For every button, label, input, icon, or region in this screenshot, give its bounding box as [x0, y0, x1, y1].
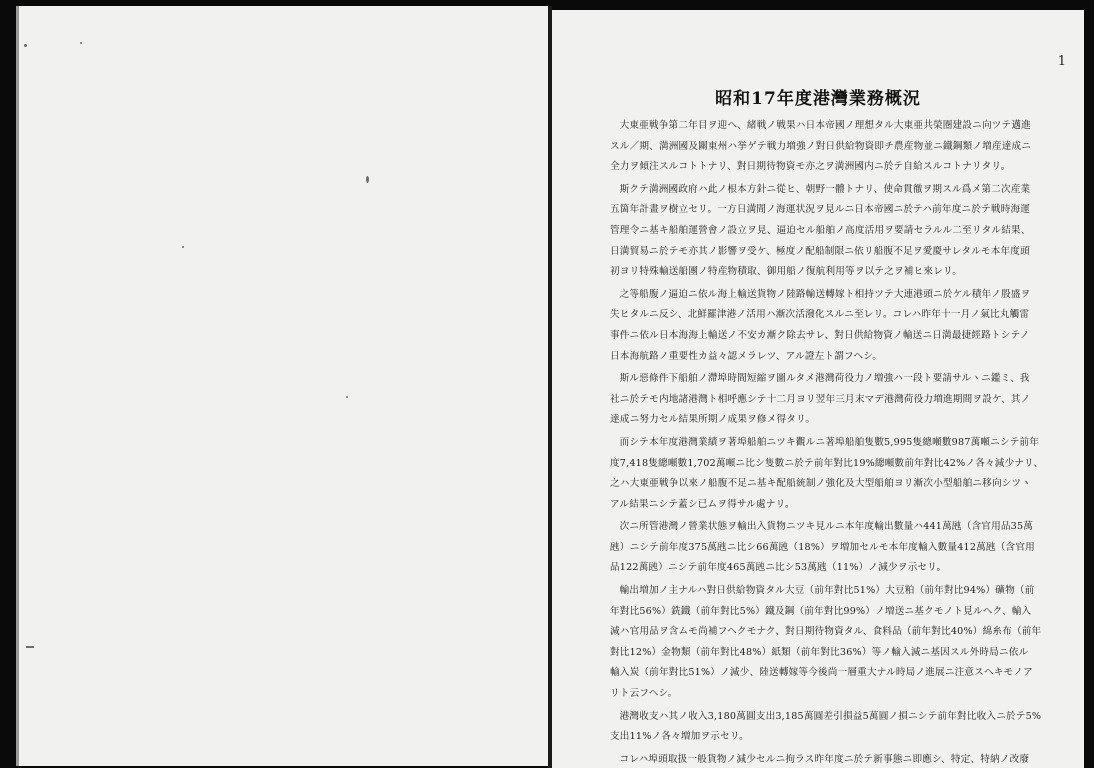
text-line: 初ヨリ特殊輸送船團ノ特産物積取、御用船ノ復航利用等ヲ以テ之ヲ補ヒ來レリ。 [610, 266, 963, 278]
paragraph-8 [610, 707, 1066, 748]
paragraph-7 [610, 581, 1066, 705]
text-line: 年對比56%）銑鐵（前年對比5%）鐵及鋼（前年對比99%）ノ増送ニ基クモノト見ルヘク、輸入 [610, 605, 1032, 617]
text-line: 瓲）ニシテ前年度375萬瓲ニ比シ66萬瓲（18%）ヲ増加セルモ本年度輸入數量412萬瓲（含官用 [610, 541, 1035, 553]
text-line: 斯クテ満洲國政府ハ此ノ根本方針ニ從ヒ、朝野一體トナリ、使命貫徹ヲ期スル爲メ第二次産業 [619, 183, 1031, 195]
text-line: 日本海航路ノ重要性カ益々認メラレツ、アル證左ト謂フヘシ。 [610, 350, 883, 362]
text-line: 社ニ於テモ内地諸港灣ト相呼應シテ十二月ヨリ翌年三月末マデ港灣荷役力増進期間ヲ設ケ、其ノ [610, 393, 1031, 405]
text-line: 事件ニ依ル日本海海上輸送ノ不安カ漸ク除去サレ、對日供給物資ノ輸送ニ日満最捷經路トシテノ [610, 329, 1030, 341]
paragraph-6 [610, 517, 1066, 579]
scan-speck [80, 42, 82, 44]
page-number: 1 [1057, 54, 1066, 69]
text-line: アル結果ニシテ蓋シ已ムヲ得サル處ナリ。 [610, 498, 795, 510]
text-line: 輸入炭（前年對比51%）ノ減少、陸送轉嫁等今後尚一層重大ナル時局ノ進展ニ注意スヘキモノア [610, 667, 1033, 679]
scan-speck [24, 44, 27, 47]
text-line: 大東亜戦争第二年目ヲ迎ヘ、緒戦ノ戦果ハ日本帝國ノ理想タル大東亜共榮圏建設ニ向ツテ邁進 [619, 120, 1031, 131]
text-line: 之ハ大東亜戦争以來ノ船腹不足ニ基キ配船統制ノ強化及大型船舶ヨリ漸次小型船舶ニ移向シツヽ [610, 478, 1032, 490]
text-line: 失ヒタルニ反シ、北鮮羅津港ノ活用ハ漸次活潑化スルニ至レリ。コレハ昨年十一月ノ氣比丸觸雷 [610, 309, 1030, 321]
text-line: 次ニ所管港灣ノ營業状態ヲ輸出入貨物ニツキ見ルニ本年度輸出數量ハ441萬瓲（含官用品35萬 [619, 521, 1034, 533]
left-blank-page [16, 6, 548, 766]
text-line: 輸出増加ノ主ナルハ對日供給物資タル大豆（前年對比51%）大豆粕（前年對比94%）礦物（前 [619, 585, 1035, 597]
body-text [610, 116, 1066, 768]
text-line: スル／期、満洲國及關東州ハ挙ゲテ戦力増強ノ對日供給物資即チ農産物並ニ鐵鋼類ノ増産達成ニ [610, 140, 1032, 152]
scan-speck [366, 176, 369, 183]
scan-speck [26, 646, 34, 648]
text-line: 日満貿易ニ於テモ亦其ノ影響ヲ受ケ、極度ノ配船制限ニ依リ船腹不足ヲ愛慶サレタルモ本年度頭 [610, 245, 1030, 257]
text-line: 斯ル惡條件下船舶ノ滯埠時間短縮ヲ圖ルタメ港灣荷役力ノ増強ハ一段ト要請サルヽニ鑑ミ、我 [619, 373, 1030, 385]
text-line: 全力ヲ傾注スルコトトナリ、對日期待物資モ亦之ヲ満洲國内ニ於テ自給スルコトナリタリ。 [610, 161, 1011, 173]
paragraph-2 [610, 180, 1066, 283]
scan-speck [182, 246, 184, 248]
text-line: 度7,418隻總噸數1,702萬噸ニ比シ隻數ニ於テ前年對比19%總噸數前年對比42%ノ各々減少ナリ、 [610, 457, 1044, 469]
paragraph-4 [610, 369, 1066, 431]
page-edge-shadow [16, 6, 19, 766]
text-line: 之等船腹ノ逼迫ニ依ル海上輸送貨物ノ陸路輸送轉嫁ト相持ツテ大連港頭ニ於ケル積年ノ殷盛ヲ [619, 288, 1031, 300]
right-text-page [552, 10, 1084, 768]
text-line: コレハ埠頭取扱一般貨物ノ減少セルニ拘ラス昨年度ニ於テ新事態ニ即應シ、特定、特納ノ改廢 [619, 753, 1030, 765]
paragraph-3 [610, 285, 1066, 367]
text-line: 達成ニ努力セル結果所期ノ成果ヲ修メ得タリ。 [610, 414, 816, 426]
text-line: 支出11%ノ各々増加ヲ示セリ。 [610, 731, 749, 743]
paragraph-5 [610, 433, 1066, 515]
scan-speck [346, 396, 348, 398]
text-line: 五箇年計畫ヲ樹立セリ。一方日満間ノ海運状況ヲ見ルニ日本帝國ニ於テハ前年度ニ於テ戦時海運 [610, 204, 1031, 216]
text-line: リト云フヘシ。 [610, 688, 678, 700]
text-line: 管理令ニ基キ船舶運營會ノ設立ヲ見、逼迫セル船舶ノ高度活用ヲ要請セラルル二至リタル結果、 [610, 224, 1031, 236]
text-line: 港灣收支ハ其ノ收入3,180萬圓支出3,185萬圓差引損益5萬圓ノ損ニシテ前年對比收入ニ於テ5% [619, 710, 1042, 722]
paragraph-1 [610, 116, 1066, 178]
text-line: 減ハ官用品ヲ含ムモ尚補フヘクモナク、對日期待物資タル、食料品（前年對比40%）綿糸布（前年 [610, 626, 1042, 638]
document-title: 昭和17年度港灣業務概況 [715, 89, 921, 109]
paragraph-9 [610, 750, 1066, 768]
text-line: 而シテ本年度港灣業績ヲ著埠船舶ニツキ觀ルニ著埠船舶隻數5,995隻總噸數987萬噸ニシテ前年 [619, 436, 1040, 448]
text-line: 對比12%）金物類（前年對比48%）紙類（前年對比36%）等ノ輸入減ニ基因スル外時局ニ依ル [610, 646, 1029, 658]
text-line: 品122萬瓲）ニシテ前年度465萬瓲ニ比シ53萬瓲（11%）ノ減少ヲ示セリ。 [610, 562, 947, 574]
